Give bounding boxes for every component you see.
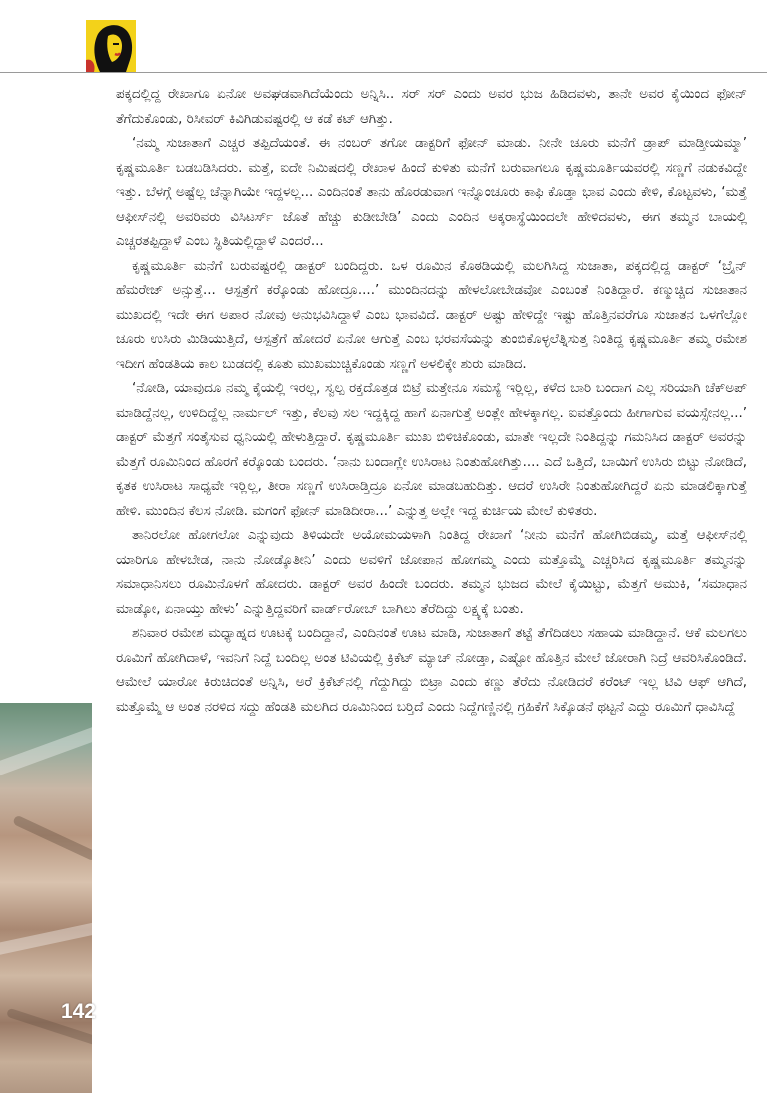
- paragraph: ಕೃಷ್ಣಮೂರ್ತಿ ಮನೆಗೆ ಬರುವಷ್ಟರಲ್ಲಿ ಡಾಕ್ಟರ್ ಬಂದಿದ್ದರು. ಒಳ ರೂಮಿನ ಕೊಠಡಿಯಲ್ಲಿ ಮಲಗಿಸಿದ್ದ ಸುಜಾತಾ, ಪಕ್ಕದಲ್ಲಿದ್ದ ಡಾಕ್ಟರ್ ‘ಬ್ರೈನ್ ಹೆಮರೇಜ್ ಅನ್ಸುತ್ತೆ... ಆಸ್ಪತ್ರೆಗೆ ಕರ್‍ಕೊಂಡು ಹೋದ್ರೂ....’ ಮುಂದಿನದನ್ನು ಹೇಳಲೋಬೇಡವೋ ಎಂಬಂತೆ ನಿಂತಿದ್ದಾರೆ. ಕಣ್ಮುಚ್ಚಿದ ಸುಜಾತಾನ ಮುಖದಲ್ಲಿ ಇದೇ ಈಗ ಅಪಾರ ನೋವು ಅನುಭವಿಸಿದ್ದಾಳೆ ಎಂಬ ಭಾವವಿದೆ. ಡಾಕ್ಟರ್ ಅಷ್ಟು ಹೇಳಿದ್ದೇ ಇಷ್ಟು ಹೊತ್ತಿನವರೆಗೂ ಸುಜಾತನ ಒಳಗೆಲ್ಲೋ ಚೂರು ಉಸಿರು ಮಿಡಿಯುತ್ತಿದೆ, ಆಸ್ಪತ್ರೆಗೆ ಹೋದರೆ ಏನೋ ಆಗುತ್ತೆ ಎಂಬ ಭರವಸೆಯನ್ನು ತುಂಬಿಕೊಳ್ಳಲೆತ್ನಿಸುತ್ತ ನಿಂತಿದ್ದ ಕೃಷ್ಣಮೂರ್ತಿ ತಮ್ಮ ರಮೇಶ ಇದೀಗ ಹೆಂಡತಿಯ ಕಾಲ ಬುಡದಲ್ಲಿ ಕೂತು ಮುಖಮುಚ್ಚಿಕೊಂಡು ಸಣ್ಣಗೆ ಅಳಲಿಕ್ಕೇ ಶುರು ಮಾಡಿದ.: [116, 258, 747, 372]
- paragraph: ಪಕ್ಕದಲ್ಲಿದ್ದ ರೇಖಾಗೂ ಏನೋ ಅವಘಡವಾಗಿದೆಯೆಂದು ಅನ್ನಿಸಿ.. ಸರ್ ಸರ್ ಎಂದು ಅವರ ಭುಜ ಹಿಡಿದವಳು, ತಾನೇ ಅವರ ಕೈಯಿಂದ ಫೋನ್ ತೆಗೆದುಕೊಂಡು, ರಿಸೀವರ್ ಕಿವಿಗಿಡುವಷ್ಟರಲ್ಲಿ ಆ ಕಡೆ ಕಟ್ ಆಗಿತ್ತು.: [116, 87, 747, 127]
- paragraph: ‘ನಮ್ಮ ಸುಜಾತಾಗೆ ಎಚ್ಚರ ತಪ್ಪಿದೆಯಂತೆ. ಈ ನಂಬರ್ ತಗೋ ಡಾಕ್ಟರಿಗೆ ಫೋನ್ ಮಾಡು. ನೀನೇ ಚೂರು ಮನೆಗೆ ಡ್ರಾಪ್ ಮಾಡ್ತೀಯಮ್ಮಾ’ ಕೃಷ್ಣಮೂರ್ತಿ ಬಡಬಡಿಸಿದರು. ಮತ್ತೆ, ಐದೇ ನಿಮಿಷದಲ್ಲಿ ರೇಖಾಳ ಹಿಂದೆ ಕುಳಿತು ಮನೆಗೆ ಬರುವಾಗಲೂ ಕೃಷ್ಣಮೂರ್ತಿಯವರಲ್ಲಿ ಸಣ್ಣಗೆ ನಡುಕವಿದ್ದೇ ಇತ್ತು. ಬೆಳಗ್ಗೆ ಅಷ್ಟೆಲ್ಲ ಚೆನ್ನಾಗಿಯೇ ಇದ್ದಳಲ್ಲ... ಎಂದಿನಂತೆ ತಾನು ಹೊರಡುವಾಗ ಇನ್ನೊಂಚೂರು ಕಾಫಿ ಕೊಡ್ತಾ ಭಾವ ಎಂದು ಕೇಳಿ, ಕೊಟ್ಟವಳು, ‘ಮತ್ತೆ ಆಫೀಸ್‌ನಲ್ಲಿ ಅವರಿವರು ವಿಸಿಟರ್ಸ್ ಜೊತೆ ಹೆಚ್ಚು ಕುಡೀಬೇಡಿ’ ಎಂದು ಎಂದಿನ ಅಕ್ಕರಾಸ್ಥೆಯಿಂದಲೇ ಹೇಳಿದವಳು, ಈಗ ತಮ್ಮನ ಬಾಯಲ್ಲಿ ಎಚ್ಚರತಪ್ಪಿದ್ದಾಳೆ ಎಂಬ ಸ್ಥಿತಿಯಲ್ಲಿದ್ದಾಳೆ ಎಂದರೆ...: [116, 136, 747, 249]
- page-number: 142: [60, 1000, 96, 1023]
- decorative-painting-strip: [0, 703, 92, 1093]
- paragraph: ‘ನೋಡಿ, ಯಾವುದೂ ನಮ್ಮ ಕೈಯಲ್ಲಿ ಇರಲ್ಲ, ಸ್ವಲ್ಪ ರಕ್ತದೊತ್ತಡ ಬಿಟ್ರೆ ಮತ್ತೇನೂ ಸಮಸ್ಯೆ ಇರ್‍ಲಿಲ್ಲ, ಕಳೆದ ಬಾರಿ ಬಂದಾಗ ಎಲ್ಲ ಸರಿಯಾಗಿ ಚೆಕ್‌ಅಪ್ ಮಾಡಿದ್ದೆನಲ್ಲ, ಉಳಿದಿದ್ದೆಲ್ಲ ನಾರ್ಮಲ್ ಇತ್ತು, ಕೆಲವು ಸಲ ಇದ್ದಕ್ಕಿದ್ದ ಹಾಗೆ ಏನಾಗುತ್ತೆ ಅಂತ್ಲೇ ಹೇಳಕ್ಕಾಗಲ್ಲ. ಐವತ್ತೊಂದು ಹೀಗಾಗುವ ವಯಸ್ಸೇನಲ್ಲ...’ ಡಾಕ್ಟರ್ ಮೆತ್ತಗೆ ಸಂತೈಸುವ ಧ್ವನಿಯಲ್ಲಿ ಹೇಳುತ್ತಿದ್ದಾರೆ. ಕೃಷ್ಣಮೂರ್ತಿ ಮುಖ ಬಿಳಿಚಿಕೊಂಡು, ಮಾತೇ ಇಲ್ಲದೇ ನಿಂತಿದ್ದನ್ನು ಗಮನಿಸಿದ ಡಾಕ್ಟರ್ ಅವರನ್ನು ಮೆತ್ತಗೆ ರೂಮಿನಿಂದ ಹೊರಗೆ ಕರ್‍ಕೊಂಡು ಬಂದರು. ‘ನಾನು ಬಂದಾಗ್ಲೇ ಉಸಿರಾಟ ನಿಂತುಹೋಗಿತ್ತು.... ಎದೆ ಒತ್ತಿದೆ, ಬಾಯಿಗೆ ಉಸಿರು ಬಿಟ್ಟು ನೋಡಿದೆ, ಕೃತಕ ಉಸಿರಾಟ ಸಾಧ್ಯವೇ ಇರ್‍ಲಿಲ್ಲ, ತೀರಾ ಸಣ್ಣಗೆ ಉಸಿರಾಡ್ತಿದ್ರೂ ಏನೋ ಮಾಡಬಹುದಿತ್ತು. ಆದರೆ ಉಸಿರೇ ನಿಂತುಹೋಗಿದ್ದರೆ ಏನು ಮಾಡಲಿಕ್ಕಾಗುತ್ತೆ ಹೇಳಿ. ಮುಂದಿನ ಕೆಲಸ ನೋಡಿ. ಮಗಂಗೆ ಫೋನ್ ಮಾಡಿದೀರಾ...’ ಎನ್ನುತ್ತ ಅಲ್ಲೇ ಇದ್ದ ಕುರ್ಚಿಯ ಮೇಲೆ ಕುಳಿತರು.: [116, 381, 747, 519]
- woman-portrait-logo-icon: [86, 20, 136, 72]
- paragraph: ತಾನಿರಲೋ ಹೋಗಲೋ ಎನ್ನುವುದು ತಿಳಿಯದೇ ಅಯೋಮಯಳಾಗಿ ನಿಂತಿದ್ದ ರೇಖಾಗೆ ‘ನೀನು ಮನೆಗೆ ಹೋಗಿಬಿಡಮ್ಮ, ಮತ್ತೆ ಆಫೀಸ್‌ನಲ್ಲಿ ಯಾರಿಗೂ ಹೇಳಬೇಡ, ನಾನು ನೋಡ್ಕೊತೀನಿ’ ಎಂದು ಅವಳಿಗೆ ಜೋಪಾನ ಹೋಗಮ್ಮ ಎಂದು ಮತ್ತೊಮ್ಮೆ ಎಚ್ಚರಿಸಿದ ಕೃಷ್ಣಮೂರ್ತಿ ತಮ್ಮನನ್ನು ಸಮಾಧಾನಿಸಲು ರೂಮಿನೊಳಗೆ ಹೋದರು. ಡಾಕ್ಟರ್ ಅವರ ಹಿಂದೇ ಬಂದರು. ತಮ್ಮನ ಭುಜದ ಮೇಲೆ ಕೈಯಿಟ್ಟು, ಮೆತ್ತಗೆ ಅಮುಕಿ, ‘ಸಮಾಧಾನ ಮಾಡ್ಕೋ, ಏನಾಯ್ತು ಹೇಳು’ ಎನ್ನುತ್ತಿದ್ದವರಿಗೆ ವಾರ್ಡ್‌ರೋಬ್ ಬಾಗಿಲು ತೆರೆದಿದ್ದು ಲಕ್ಷ್ಯಕ್ಕೆ ಬಂತು.: [116, 528, 747, 617]
- paragraph: ಶನಿವಾರ ರಮೇಶ ಮಧ್ಯಾಹ್ನದ ಊಟಕ್ಕೆ ಬಂದಿದ್ದಾನೆ, ಎಂದಿನಂತೆ ಊಟ ಮಾಡಿ, ಸುಜಾತಾಗೆ ತಟ್ಟೆ ತೆಗೆದಿಡಲು ಸಹಾಯ ಮಾಡಿದ್ದಾನೆ. ಆಕೆ ಮಲಗಲು ರೂಮಿಗೆ ಹೋಗಿದಾಳೆ, ಇವನಿಗೆ ನಿದ್ದೆ ಬಂದಿಲ್ಲ ಅಂತ ಟಿವಿಯಲ್ಲಿ ಕ್ರಿಕೆಟ್ ಮ್ಯಾಚ್ ನೋಡ್ತಾ, ಎಷ್ಟೋ ಹೊತ್ತಿನ ಮೇಲೆ ಜೋರಾಗಿ ನಿದ್ರೆ ಆವರಿಸಿಕೊಂಡಿದೆ. ಆಮೇಲೆ ಯಾರೋ ಕಿರುಚಿದಂತೆ ಅನ್ನಿಸಿ, ಅರೆ ಕ್ರಿಕೆಟ್‌ನಲ್ಲಿ ಗೆದ್ದುಗಿದ್ದು ಬಿಟ್ರಾ ಎಂದು ಕಣ್ಣು ತೆರೆದು ನೋಡಿದರೆ ಕರೆಂಟ್ ಇಲ್ಲ ಟಿವಿ ಆಫ್ ಆಗಿದೆ, ಮತ್ತೊಮ್ಮೆ ಆ ಅಂತ ನರಳಿದ ಸದ್ದು ಹೆಂಡತಿ ಮಲಗಿದ ರೂಮಿನಿಂದ ಬರ್‍ತಿದೆ ಎಂದು ನಿದ್ದೆಗಣ್ಣಿನಲ್ಲಿ ಗ್ರಹಿಕೆಗೆ ಸಿಕ್ಕೊಡನೆ ಥಟ್ಟನೆ ಎದ್ದು ರೂಮಿಗೆ ಧಾವಿಸಿದ್ದೆ: [116, 626, 747, 715]
- article-body: [116, 83, 747, 720]
- header-rule: [0, 72, 767, 73]
